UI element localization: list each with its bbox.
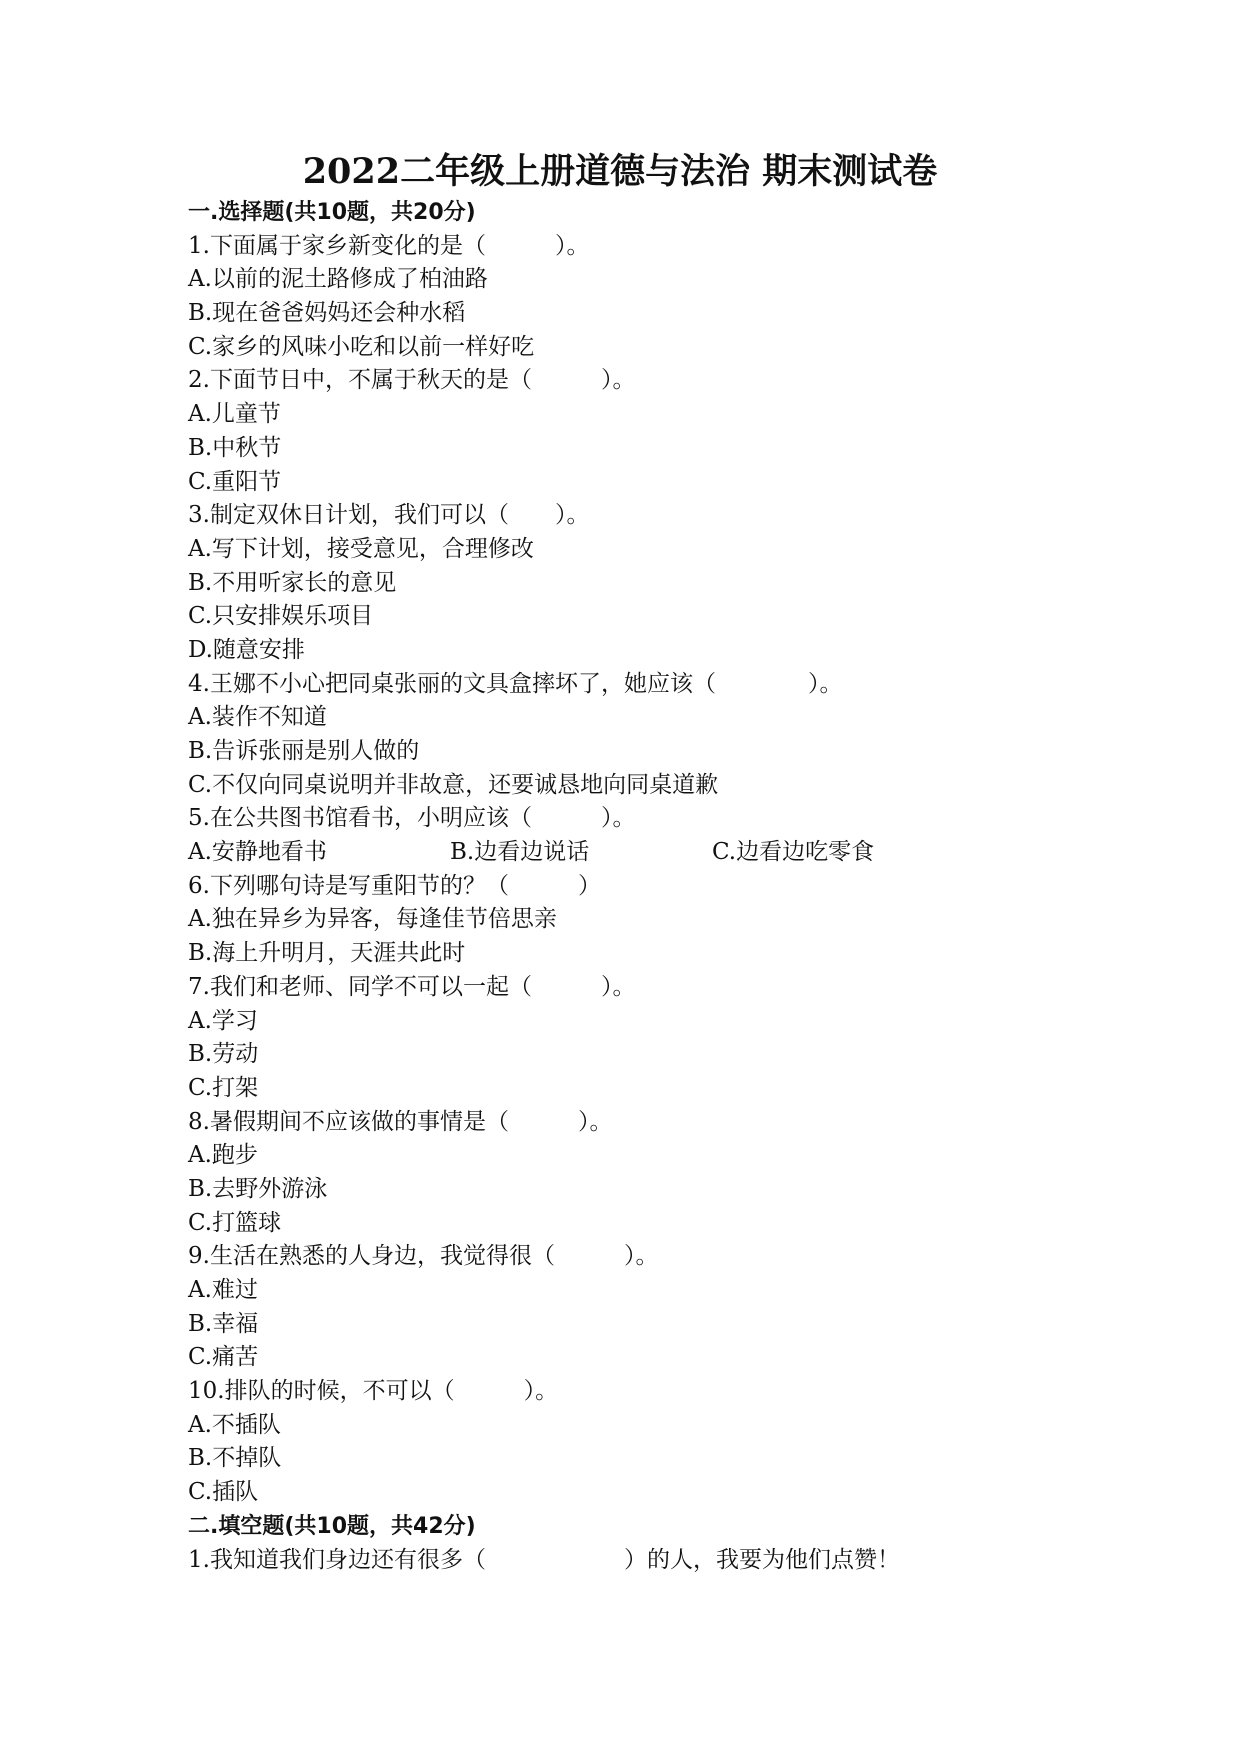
question-option: A.装作不知道: [188, 704, 327, 731]
question-options-row: [188, 836, 1188, 870]
question-option: B.去野外游泳: [188, 1175, 328, 1202]
question-option: C.插队: [188, 1479, 259, 1506]
question-option: B.不掉队: [188, 1445, 282, 1472]
question-option: C.打篮球: [188, 1209, 282, 1236]
question-option: C.不仅向同桌说明并非故意，还要诚恳地向同桌道歉: [188, 771, 719, 798]
question-option: A.以前的泥土路修成了柏油路: [188, 266, 488, 293]
question-option: B.中秋节: [188, 434, 282, 461]
question-option: B.幸福: [188, 1310, 259, 1337]
question-stem: 7.我们和老师、同学不可以一起（ ）。: [188, 973, 636, 1000]
question-option: C.重阳节: [188, 468, 282, 495]
question-option: A.写下计划，接受意见，合理修改: [188, 535, 534, 562]
question-option: A.儿童节: [188, 401, 281, 428]
question-option: C.痛苦: [188, 1344, 259, 1371]
question-option: B.边看边说话: [450, 839, 590, 866]
question-stem: 1.下面属于家乡新变化的是（ ）。: [188, 232, 590, 259]
question-option: A.安静地看书: [188, 839, 327, 866]
page-title: 2022二年级上册道德与法治 期末测试卷: [302, 151, 938, 192]
question-option: C.打架: [188, 1074, 259, 1101]
question-option: B.告诉张丽是别人做的: [188, 738, 420, 764]
question-option: A.独在异乡为异客，每逢佳节倍思亲: [188, 906, 557, 933]
question-option: A.难过: [188, 1277, 258, 1303]
question-stem: 10.排队的时候，不可以（ ）。: [188, 1378, 559, 1405]
question-stem: 6.下列哪句诗是写重阳节的？（ ）: [188, 872, 601, 899]
question-option: C.只安排娱乐项目: [188, 603, 374, 630]
question-option: C.家乡的风味小吃和以前一样好吃: [188, 333, 535, 360]
question-option: B.劳动: [188, 1041, 259, 1068]
question-stem: 5.在公共图书馆看书，小明应该（ ）。: [188, 805, 636, 832]
question-option: A.不插队: [188, 1411, 281, 1438]
question-option: A.学习: [188, 1007, 258, 1034]
question-stem: 8.暑假期间不应该做的事情是（ ）。: [188, 1108, 613, 1135]
question-option: D.随意安排: [188, 636, 305, 663]
question-option: B.不用听家长的意见: [188, 569, 397, 596]
question-stem: 2.下面节日中，不属于秋天的是（ ）。: [188, 367, 636, 394]
question-option: C.边看边吃零食: [712, 839, 875, 866]
question-option: B.现在爸爸妈妈还会种水稻: [188, 300, 466, 327]
question-stem: 4.王娜不小心把同桌张丽的文具盒摔坏了，她应该（ ）。: [188, 670, 843, 697]
exam-content: [188, 196, 1188, 1577]
section-heading-choice: 一.选择题(共10题，共20分): [188, 200, 476, 225]
question-stem: 1.我知道我们身边还有很多（ ）的人，我要为他们点赞！: [188, 1546, 900, 1573]
question-stem: 9.生活在熟悉的人身边，我觉得很（ ）。: [188, 1243, 659, 1270]
question-option: B.海上升明月，天涯共此时: [188, 940, 466, 967]
section-heading-fill-blank: 二.填空题(共10题，共42分): [188, 1513, 476, 1539]
question-stem: 3.制定双休日计划，我们可以（ ）。: [188, 502, 590, 529]
question-option: A.跑步: [188, 1142, 258, 1169]
